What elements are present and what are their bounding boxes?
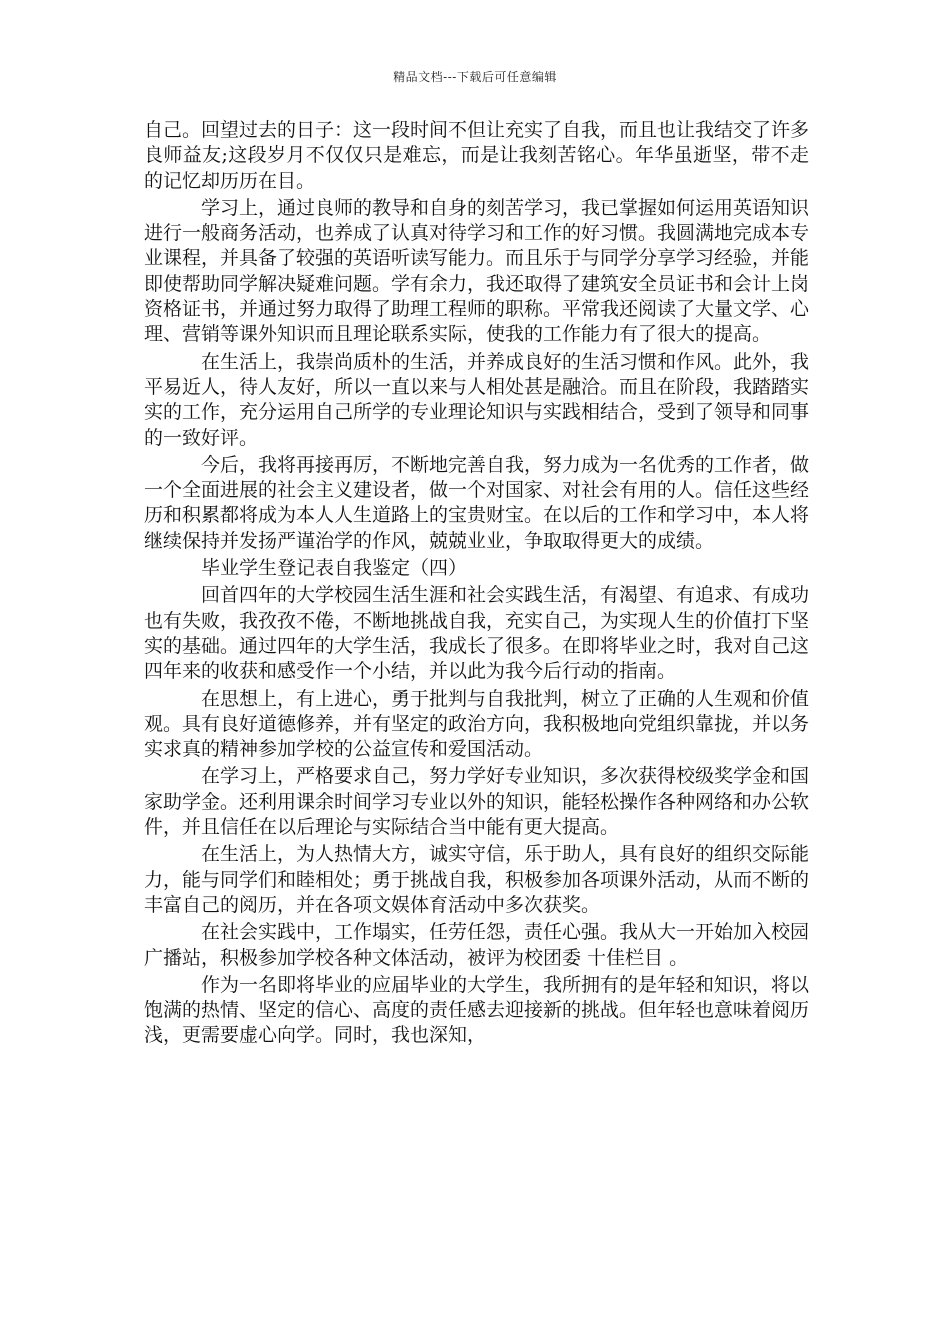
paragraph: 在生活上，为人热情大方，诚实守信，乐于助人，具有良好的组织交际能力，能与同学们和睦相处；勇于挑战自我，积极参加各项课外活动，从而不断的丰富自己的阅历，并在各项文娱体育活动中多次获奖。 bbox=[144, 843, 810, 916]
page-header: 精品文档---下载后可任意编辑 bbox=[393, 70, 557, 84]
paragraph: 回首四年的大学校园生活生涯和社会实践生活，有渴望、有追求、有成功也有失败，我孜孜不倦，不断地挑战自我，充实自己，为实现人生的价值打下坚实的基础。通过四年的大学生活，我成长了很多。在即将毕业之时，我对自己这四年来的收获和感受作一个小结，并以此为我今后行动的指南。 bbox=[144, 584, 810, 683]
paragraph: 在学习上，严格要求自己，努力学好专业知识，多次获得校级奖学金和国家助学金。还利用课余时间学习专业以外的知识，能轻松操作各种网络和办公软件，并且信任在以后理论与实际结合当中能有更大提高。 bbox=[144, 765, 810, 839]
paragraph: 自己。回望过去的日子：这一段时间不但让充实了自我，而且也让我结交了许多良师益友;这段岁月不仅仅只是难忘，而是让我刻苦铭心。年华虽逝坚，带不走的记忆却历历在目。 bbox=[144, 119, 810, 192]
paragraph: 在思想上，有上进心，勇于批判与自我批判，树立了正确的人生观和价值观。具有良好道德修养，并有坚定的政治方向，我积极地向党组织靠拢，并以务实求真的精神参加学校的公益宣传和爱国活动。 bbox=[144, 687, 810, 761]
paragraph: 今后，我将再接再厉，不断地完善自我，努力成为一名优秀的工作者，做一个全面进展的社会主义建设者，做一个对国家、对社会有用的人。信任这些经历和积累都将成为本人人生道路上的宝贵财宝。在以后的工作和学习中，本人将继续保持并发扬严谨治学的作风，兢兢业业，争取取得更大的成绩。 bbox=[144, 453, 810, 552]
paragraph: 学习上，通过良师的教导和自身的刻苦学习，我已掌握如何运用英语知识进行一般商务活动，也养成了认真对待学习和工作的好习惯。我圆满地完成本专业课程，并具备了较强的英语听读写能力。而且乐于与同学分享学习经验，并能即使帮助同学解决疑难问题。学有余力，我还取得了建筑安全员证书和会计上岗资格证书，并通过努力取得了助理工程师的职称。平常我还阅读了大量文学、心理、营销等课外知识而且理论联系实际，使我的工作能力有了很大的提高。 bbox=[144, 196, 810, 346]
document-body bbox=[144, 118, 809, 1049]
paragraph: 作为一名即将毕业的应届毕业的大学生，我所拥有的是年轻和知识，将以饱满的热情、坚定的信心、高度的责任感去迎接新的挑战。但年轻也意味着阅历浅，更需要虚心向学。同时，我也深知， bbox=[144, 973, 810, 1047]
paragraph: 在生活上，我崇尚质朴的生活，并养成良好的生活习惯和作风。此外，我平易近人，待人友好，所以一直以来与人相处甚是融洽。而且在阶段，我踏踏实实的工作，充分运用自己所学的专业理论知识与实践相结合，受到了领导和同事的一致好评。 bbox=[144, 350, 810, 449]
section-heading: 毕业学生登记表自我鉴定（四） bbox=[201, 557, 468, 580]
paragraph: 在社会实践中，工作塌实，任劳任怨，责任心强。我从大一开始加入校园广播站，积极参加学校各种文体活动，被评为校团委 十佳栏目 。 bbox=[144, 921, 810, 969]
